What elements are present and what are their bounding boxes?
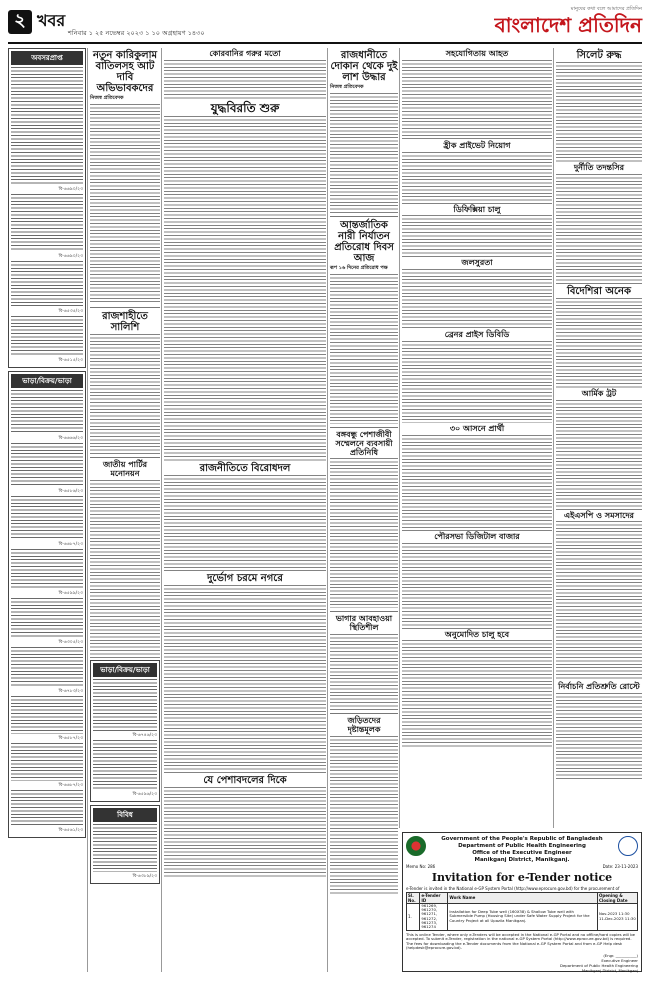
article-body bbox=[90, 480, 160, 660]
page-number bbox=[8, 8, 65, 35]
classified-code: বি-৬৩৮৯/২৩ bbox=[132, 873, 157, 879]
issuer-line: Department of Public Health Engineering bbox=[458, 842, 586, 849]
headline-involved: জড়িতদের দৃষ্টান্তমূলক bbox=[347, 715, 381, 734]
article-body bbox=[164, 787, 326, 877]
rent-block bbox=[8, 371, 86, 838]
cell-work-name: Installation for Deep Tube well (160X38) & Shallow Tube well with Submersible Pump (Housing Site) under Safe Water Supply Project for the Country Project at all Upazila Manikganj. bbox=[448, 903, 598, 930]
headline-election: নির্বাচনি প্রতিশ্রুতি রোস্টে bbox=[558, 682, 640, 692]
classified-text bbox=[11, 496, 83, 540]
article-body bbox=[402, 269, 552, 329]
article-body bbox=[556, 400, 642, 510]
news-column-2 bbox=[90, 48, 160, 884]
newspaper-logo: বাংলাদেশ প্রতিদিন bbox=[494, 13, 642, 37]
dateline: শনিবার ১ ২৫ নভেম্বর ২০২৩ ১ ১০ অগ্রহায়ণ ১৪৩০ bbox=[68, 29, 205, 37]
classifieds-column bbox=[8, 48, 86, 838]
misc-heading: বিবিধ bbox=[93, 808, 157, 822]
memo-number: Memo No: 286 bbox=[406, 863, 436, 869]
rent-heading: ভাড়া/বিক্রয়/ভাড়া bbox=[11, 374, 83, 388]
headline-injured: সহযোগিতায় আহত bbox=[445, 49, 509, 58]
headline-women-day: আন্তর্জাতিক নারী নির্যাতন প্রতিরোধ দিবস আজ bbox=[334, 220, 394, 264]
headline-flood: জলসুরতা bbox=[461, 258, 493, 268]
cell-sl: 1. bbox=[407, 903, 420, 930]
article-body bbox=[556, 521, 642, 681]
headline-sylhet: সিলেট রুদ্ধ bbox=[576, 50, 622, 61]
article-body bbox=[402, 152, 552, 204]
article-body bbox=[330, 736, 398, 896]
classified-text bbox=[11, 790, 83, 826]
headline-curriculum: নতুন কারিকুলাম বাতিলসহ আট দাবি অভিভাবকদের bbox=[92, 50, 158, 94]
headline-profession: যে পেশাবদলের দিকে bbox=[203, 774, 287, 786]
classified-code: বি-৬৭৮৩/২৩ bbox=[58, 689, 83, 694]
classified-text bbox=[93, 679, 157, 731]
masthead-rule bbox=[8, 42, 642, 44]
headline-market: পৌরসভা ডিজিটাল বাজার bbox=[434, 531, 520, 541]
headline-cricket: হ্রীক প্রাইভেট নিয়োগ bbox=[443, 140, 511, 150]
headline-jatiya-party: জাতীয় পার্টির মনোনয়ন bbox=[102, 460, 148, 478]
brand-tagline: মানুষের কথা বলে আমাদের প্রতিদিন bbox=[570, 6, 642, 12]
tender-notice bbox=[402, 832, 642, 972]
article-body bbox=[330, 634, 398, 710]
tender-table bbox=[406, 892, 638, 931]
classified-block bbox=[8, 48, 86, 368]
headline-corruption: দুর্নীতি তদন্তসির bbox=[573, 163, 625, 172]
article-body bbox=[164, 116, 326, 461]
byline: নিজস্ব প্রতিবেদক bbox=[330, 84, 364, 90]
classified-code: বি-৬৬৯০/২৩ bbox=[58, 254, 83, 259]
section-name: খবর bbox=[37, 11, 66, 30]
article-body bbox=[402, 543, 552, 629]
classified-text bbox=[11, 696, 83, 734]
tender-footer: This is online Tender, where only e-Tenders will be accepted in the National e-GP Portal and no offline/hard copies will be accepted. To submit e-Tender, registration in the national e-GP System Portal (http://www.eprocure.gov.bd) is required. The fees for downloading the e-Tender documents from the National e-GP System Portal and from e-GP Help desk (helpdesk@eprocure.gov.bd). bbox=[406, 931, 635, 951]
article-body bbox=[556, 174, 642, 284]
classified-code: বি-৬৫৮৬/২৩ bbox=[58, 489, 83, 494]
subhead: ৰূপ ১৬ দিনের প্রতিরোধ পক্ষ bbox=[330, 265, 388, 271]
headline-bodies: রাজধানীতে দোকান থেকে দুই লাশ উদ্ধার bbox=[330, 50, 398, 83]
classified-code: বি-৬৫১৫/২৩ bbox=[58, 358, 83, 363]
page-number-badge: ২ bbox=[8, 10, 32, 34]
headline-cattle: কোরবানির গরুর মতো bbox=[209, 49, 281, 58]
issuer-block bbox=[441, 836, 602, 864]
misc-block bbox=[90, 805, 160, 884]
column-divider bbox=[327, 48, 328, 972]
classified-text bbox=[11, 316, 83, 356]
tender-title: Invitation for e-Tender notice bbox=[431, 870, 613, 884]
classified-text bbox=[11, 549, 83, 589]
classified-code: বি-৬৫৯৬/২৩ bbox=[132, 791, 157, 797]
headline-bangabandhu: বঙ্গবন্ধু পেশাজীবী সম্মেলনে ব্যবসায়ী প্রতিনিধি bbox=[335, 430, 393, 457]
newspaper-brand bbox=[495, 6, 642, 36]
article-body bbox=[164, 475, 326, 571]
article-body bbox=[164, 585, 326, 773]
memo-date: Date: 23-11-2023 bbox=[602, 863, 638, 869]
classified-code: বি-৬৭৪৬/২৩ bbox=[132, 732, 157, 738]
cell-dates bbox=[598, 903, 638, 930]
headline-brain-price: ব্রেনর প্রাইস ডিবিডি bbox=[444, 330, 510, 340]
article-body bbox=[402, 640, 552, 748]
headline-politics: রাজনীতিতে বিরোধদল bbox=[199, 462, 291, 474]
classified-text bbox=[11, 390, 83, 434]
masthead bbox=[8, 6, 642, 40]
classified-code: বি-৬৩০৫/২৩ bbox=[58, 640, 83, 645]
headline-hsp: এইএসপি ও সমসাদের bbox=[564, 510, 634, 520]
article-body bbox=[330, 274, 398, 424]
article-body bbox=[330, 458, 398, 608]
news-column-3 bbox=[164, 48, 326, 877]
headline-rajshahi: রাজশাহীতে সালিশি bbox=[102, 311, 148, 333]
column-divider bbox=[161, 48, 162, 972]
classified-text bbox=[11, 598, 83, 638]
classified-text bbox=[93, 740, 157, 790]
memo-line bbox=[406, 864, 638, 869]
column-divider bbox=[553, 48, 554, 828]
column-header: Opening & Closing Date bbox=[598, 892, 638, 903]
closing-date: 11-Dec-2023 11:30 bbox=[599, 915, 636, 921]
article-body bbox=[90, 334, 160, 454]
opening-date: Nov-2023 11:30 bbox=[599, 911, 630, 917]
issuer-line: Office of the Executive Engineer bbox=[472, 849, 572, 856]
article-body bbox=[402, 215, 552, 257]
headline-ceasefire: যুদ্ধবিরতি শুরু bbox=[210, 100, 280, 115]
government-seal-icon bbox=[406, 836, 426, 856]
rent-heading: ভাড়া/বিক্রয়/ভাড়া bbox=[93, 663, 157, 677]
article-body bbox=[330, 93, 398, 213]
headline-weather: ভাগার আবহাওয়া স্থিতিশীল bbox=[335, 614, 393, 633]
byline: নিজস্ব প্রতিবেদক bbox=[90, 95, 124, 101]
classified-text bbox=[11, 67, 83, 185]
column-divider bbox=[87, 48, 88, 972]
headline-dyslexia: ডিফিক্সিয়া চালু bbox=[453, 204, 501, 214]
classified-code: বি-৬৫৩৫/২৩ bbox=[58, 309, 83, 314]
classified-code: বি-৬৬৯০/২৩ bbox=[58, 187, 83, 192]
headline-city: দুর্ভোগ চরমে নগরে bbox=[207, 572, 283, 584]
classified-code: বি-৬৬৬৬/২৩ bbox=[58, 436, 83, 441]
issuer-line: Manikganj District, Manikganj. bbox=[474, 856, 570, 863]
dphe-logo-icon bbox=[618, 836, 638, 856]
article-body bbox=[402, 341, 552, 423]
headline-foreigners: বিদেশিরা অনেক bbox=[566, 285, 631, 297]
headline-army: আর্মিক ট্রট bbox=[581, 388, 617, 398]
article-body bbox=[164, 60, 326, 100]
cell-tender-ids: 961269, 961270, 961271, 961272, 961273, 961274 bbox=[420, 903, 448, 930]
classified-text bbox=[11, 647, 83, 687]
headline-approved: অনুমোদিত চালু হবে bbox=[444, 629, 510, 639]
column-header: Work Name bbox=[448, 892, 598, 903]
classified-heading: অবসরপ্রাপ্ত bbox=[11, 51, 83, 65]
classified-text bbox=[11, 194, 83, 252]
article-body bbox=[90, 104, 160, 304]
article-body bbox=[402, 435, 552, 531]
article-body bbox=[402, 60, 552, 140]
news-column-5 bbox=[402, 48, 552, 748]
article-body bbox=[556, 62, 642, 162]
column-header: Sl. No. bbox=[407, 892, 420, 903]
tender-signature: (Engr. ___________) Executive Engineer Department of Public Health Engineering Manikganj District, Manikganj bbox=[560, 952, 638, 973]
headline-30-seats: ৩০ আসনে প্রার্থী bbox=[449, 423, 505, 433]
article-body bbox=[556, 693, 642, 779]
classified-code: বি-৬৫৬১/২৩ bbox=[58, 828, 83, 833]
rent-block-2 bbox=[90, 660, 160, 802]
news-column-6 bbox=[556, 48, 642, 779]
classified-text bbox=[11, 443, 83, 487]
classified-text bbox=[11, 743, 83, 781]
classified-code: বি-৬৫৯৯/২৩ bbox=[58, 591, 83, 596]
classified-code: বি-৬৬৮৭/২৩ bbox=[58, 542, 83, 547]
tender-intro: e-Tender is invited in the National e-GP System Portal (http://www.eprocure.gov.bd) for the procurement of bbox=[406, 885, 620, 891]
news-column-4 bbox=[330, 48, 398, 896]
table-row bbox=[407, 903, 638, 930]
classified-text bbox=[11, 261, 83, 307]
classified-code: বি-৬৫৮৭/২৩ bbox=[58, 736, 83, 741]
classified-code: বি-৬৬৮৭/২৩ bbox=[58, 783, 83, 788]
column-header: e-Tender ID bbox=[420, 892, 448, 903]
classified-text bbox=[93, 824, 157, 872]
article-body bbox=[556, 298, 642, 388]
column-divider bbox=[399, 48, 400, 828]
issuer-line: Government of the People's Republic of Bangladesh bbox=[441, 836, 603, 842]
